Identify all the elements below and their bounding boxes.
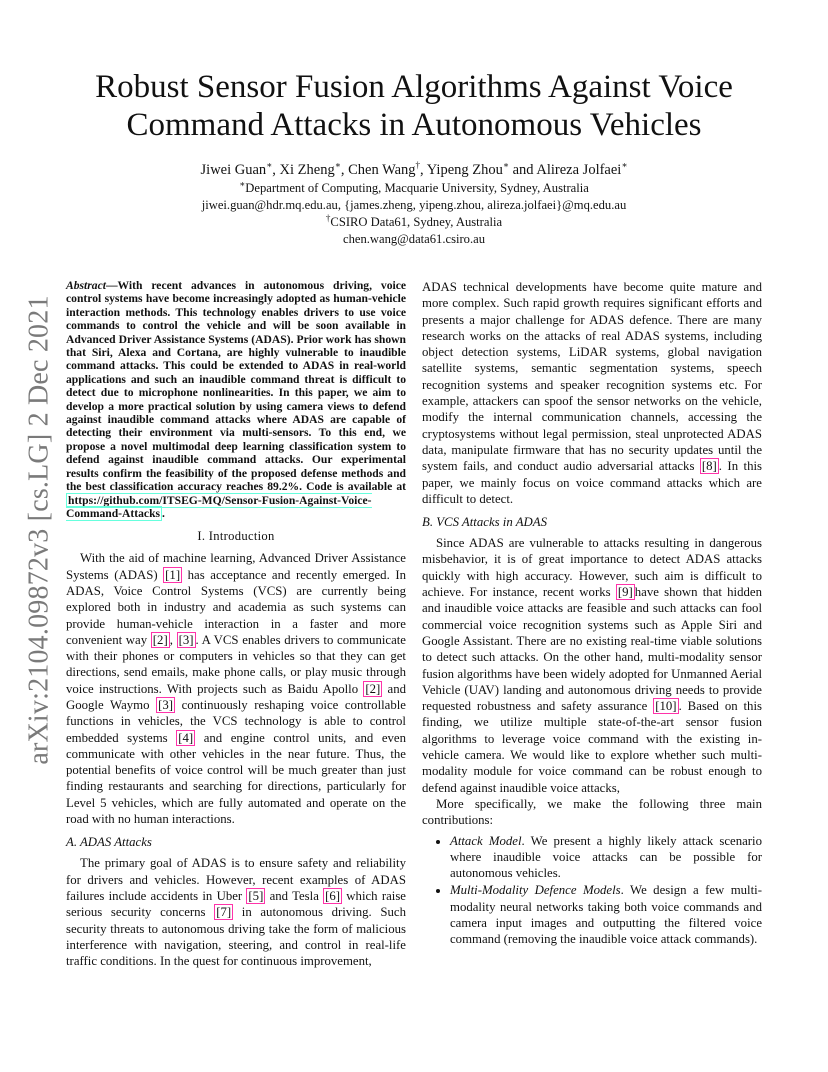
title-line-2: Command Attacks in Autonomous Vehicles: [126, 107, 702, 143]
affiliation-2: [60, 212, 768, 230]
author-name: and Alireza Jolfaei: [512, 162, 622, 178]
arxiv-identifier[interactable]: arXiv:2104.09872v3 [cs.LG] 2 Dec 2021: [24, 295, 55, 765]
text-run: in autonomous driving. Such security threats to autonomous driving take the form of malicious interference with navigation, steering, and control in real-life traffic conditions. In the quest for continuous improvement,: [66, 905, 406, 969]
abstract-text: With recent advances in autonomous driving, voice control systems have become increasingly adopted as human-vehicle interaction methods. This technology enables drivers to use voice commands to control the vehicle and will be soon available in Advanced Driver Assistance Systems (ADAS). Prior work has shown that Siri, Alexa and Cortana, are highly vulnerable to inaudible command attacks. This could be extended to ADAS in real-world applications and such an inaudible command threat is difficult to detect due to microphone nonlinearities. In this paper, we aim to develop a more practical solution by using camera views to defend against inaudible command attacks where ADAS are capable of detecting their environment via multi-sensors. To this end, we propose a novel multimodal deep learning classification system to defend against inaudible command attacks. Our experimental results confirm the feasibility of the proposed defense methods and the best classification accuracy reaches 89.2%. Code is available at: [66, 279, 406, 494]
citation-link[interactable]: [3]: [178, 632, 194, 647]
text-run: continuously reshaping voice controllable functions in vehicles, the VCS technology is able to control embedded systems: [66, 697, 406, 745]
subsection-heading-vcs-attacks: B. VCS Attacks in ADAS: [422, 515, 547, 530]
intro-paragraph: [66, 550, 406, 827]
affiliation-marker: †: [325, 212, 331, 223]
affiliation-text: Department of Computing, Macquarie University, Sydney, Australia: [245, 181, 589, 195]
citation-link[interactable]: [3]: [158, 697, 173, 712]
separator: ,: [420, 162, 427, 178]
text-run: and Google Waymo: [66, 681, 406, 712]
text-run: . In this paper, we mainly focus on voice command attacks which are difficult to detect.: [422, 459, 763, 506]
author-name: Chen Wang: [348, 162, 416, 178]
list-item: [450, 882, 762, 947]
text-run: and engine control units, and even communicate with other vehicles in the near future. Thus, the potential benefits of voice control will be much greater than just finding restaurants and searching for directions, particularly for Level 5 vehicles, which are fully automated and operate on the road with no human interactions.: [66, 730, 406, 827]
text-run: Since ADAS are vulnerable to attacks resulting in dangerous misbehavior, it is of great importance to detect ADAS attacks quickly with high accuracy. However, such aim is difficult to achieve. For instance, recent works: [422, 536, 762, 600]
citation-link[interactable]: [7]: [216, 905, 232, 920]
contribution-text: . We present a highly likely attack scenario where inaudible voice attacks can be possible for autonomous vehicles.: [450, 833, 763, 881]
affiliation-marker: ∗: [266, 160, 273, 171]
contribution-text: . We design a few multi-modality neural networks taking both voice commands and camera input images and outputting the filtered voice command (removing the inaudible voice attack commands).: [450, 883, 762, 947]
contribution-name: Multi-Modality Defence Models: [450, 883, 621, 898]
author-name: Xi Zheng: [279, 162, 335, 178]
title-line-1: Robust Sensor Fusion Algorithms Against Voice: [95, 69, 733, 105]
citation-link[interactable]: [2]: [365, 681, 381, 696]
list-item: [450, 833, 762, 882]
code-link[interactable]: https://github.com/ITSEG-MQ/Sensor-Fusion-Against-Voice-Command-Attacks: [66, 493, 372, 520]
affiliation-marker: ∗: [502, 160, 509, 171]
abstract-dash: —: [105, 279, 118, 292]
abstract: [66, 279, 406, 520]
text-run: The primary goal of ADAS is to ensure safety and reliability for drivers and vehicles. However, recent examples of ADAS failures include accidents in Uber: [66, 856, 406, 903]
citation-link[interactable]: [1]: [165, 567, 181, 582]
abstract-label: Abstract: [66, 279, 106, 292]
abstract-end: .: [162, 506, 165, 520]
text-run: ADAS technical developments have become quite mature and more complex. Such rapid growth requires significant efforts and presents a major challenge for ADAS defence. There are many research works on the attacks of real ADAS systems, including object detection systems, LiDAR systems, global navigation satellite systems, semantic segmentation systems, speech recognition systems and speaker recognition systems etc. For example, attackers can spoof the sensor networks on the vehicle, modify the internal communication channels, accessing the cryptosystems without legal permission, steal unprotected ADAS data, manipulate firmware that has no security updates until the system fails, and conduct audio adversarial attacks: [422, 280, 762, 474]
author-list: [60, 162, 768, 179]
text-run: . A VCS enables drivers to communicate with their phones or computers in vehicles so that they can get directions, send emails, make phone calls, or play music through voice instructions. With projects such as Baidu Apollo: [66, 632, 406, 696]
citation-link[interactable]: [5]: [248, 888, 264, 903]
citation-link[interactable]: [6]: [325, 888, 341, 903]
citation-link[interactable]: [10]: [655, 699, 677, 714]
affiliation-marker: †: [415, 160, 421, 171]
text-run: ,: [169, 632, 177, 647]
author-name: Yipeng Zhou: [426, 162, 503, 178]
right-column: [422, 279, 762, 949]
affiliation-marker: ∗: [239, 178, 246, 189]
citation-link[interactable]: [8]: [701, 459, 717, 474]
citation-link[interactable]: [9]: [617, 585, 633, 600]
text-run: . Based on this finding, we utilize multiple state-of-the-art sensor fusion algorithms to leverage voice command with the existing in-vehicle camera. We would like to explore whether such multi-modality module for voice command can be robust enough to defend against inaudible voice attacks,: [422, 699, 762, 795]
adas-continued-paragraph: [422, 279, 762, 507]
separator: ,: [272, 162, 280, 178]
citation-link[interactable]: [2]: [152, 632, 168, 647]
text-run: have shown that hidden and inaudible voice attacks are feasible and such attacks can fool commercial voice recognition systems such as Apple Siri and Google Assistant. There are no existing real-time viable solutions to detect such attacks. On the other hand, multi-modality sensor fusion algorithms have been widely adopted for Unmanned Aerial Vehicle (UAV) landing and autonomous driving needs to provide requested robustness and safety assurance: [422, 585, 762, 714]
text-run: which raise serious security concerns: [66, 888, 406, 920]
affiliation-marker: ∗: [334, 160, 341, 171]
subsection-heading-adas-attacks: A. ADAS Attacks: [66, 835, 152, 850]
left-column: [66, 279, 406, 969]
separator: ,: [340, 162, 349, 178]
affiliation-1-email[interactable]: jiwei.guan@hdr.mq.edu.au, {james.zheng, yipeng.zhou, alireza.jolfaei}@mq.edu.au: [201, 198, 627, 212]
section-heading-introduction: I. Introduction: [197, 529, 275, 544]
contribution-name: Attack Model: [450, 833, 522, 848]
text-run: and Tesla: [265, 888, 324, 903]
affiliation-2-email[interactable]: chen.wang@data61.csiro.au: [342, 232, 486, 246]
arxiv-identifier-stamp: [20, 295, 60, 765]
author-name: Jiwei Guan: [200, 162, 267, 178]
text-run: has acceptance and recently emerged. In ADAS, Voice Control Systems (VCS) are currently being explored both in industry and academia as such systems can provide human-vehicle interaction in a faster and more convenient way: [66, 567, 406, 647]
paper-title: [60, 68, 768, 144]
contribution-list: [422, 833, 762, 948]
citation-link[interactable]: [4]: [178, 730, 194, 745]
vcs-paragraph: [422, 535, 762, 796]
affiliation-1: [60, 178, 768, 196]
contributions-intro: More specifically, we make the following three main contributions:: [422, 796, 762, 828]
adas-paragraph: [66, 855, 406, 969]
text-run: With the aid of machine learning, Advanced Driver Assistance Systems (ADAS): [66, 551, 406, 582]
affiliation-text: CSIRO Data61, Sydney, Australia: [330, 215, 503, 229]
affiliation-marker: ∗: [621, 160, 628, 171]
